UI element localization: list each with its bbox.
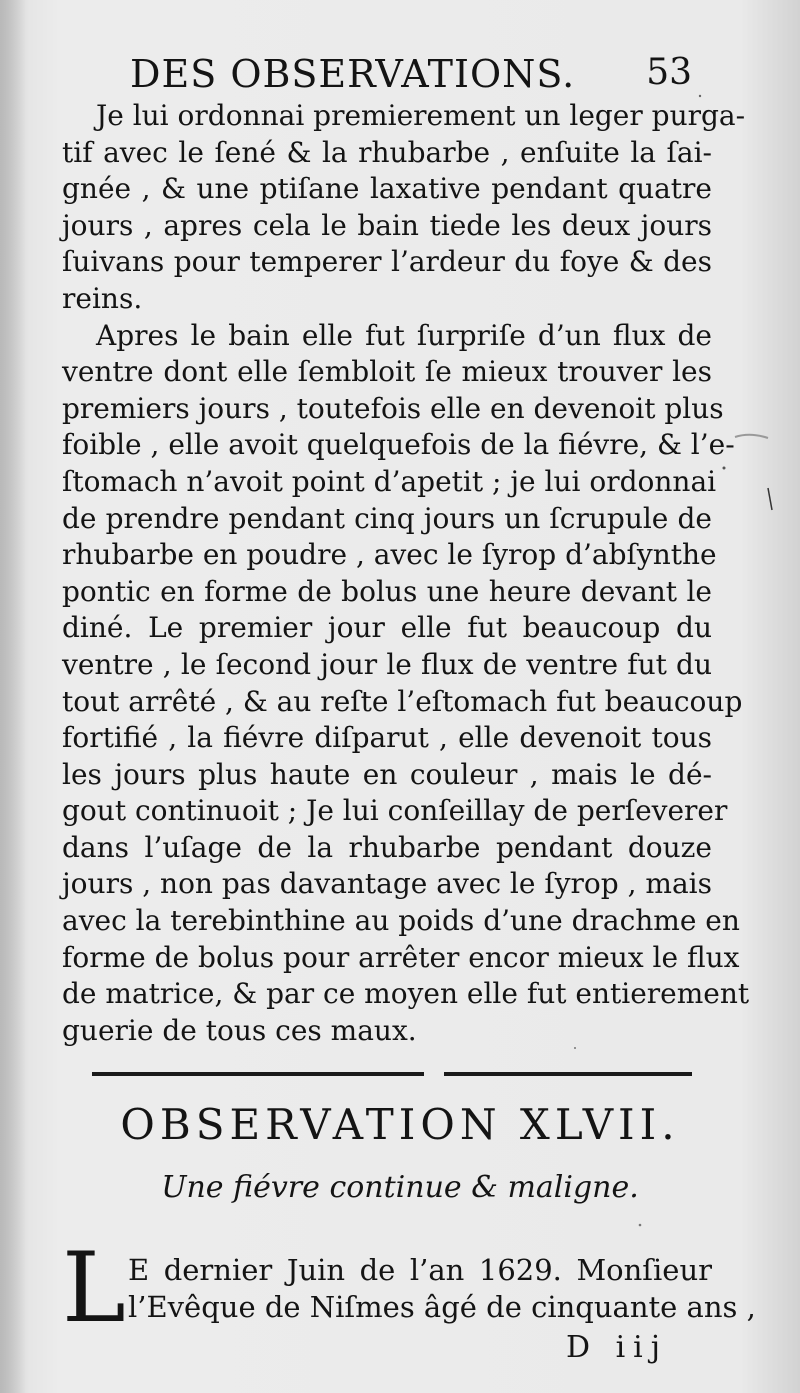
text-line: Je lui ordonnai premierement un leger purga- [96, 99, 746, 132]
observation-subtitle: Une fiévre continue & maligne. [161, 1170, 639, 1205]
text-line: de prendre pendant cinq jours un ſcrupule de [62, 501, 712, 535]
text-line: rhubarbe en poudre , avec le ſyrop d’abſynthe [62, 538, 717, 572]
signature-mark: D iij [566, 1330, 669, 1365]
text-line: ventre dont elle ſembloit ſe mieux trouver les [62, 355, 712, 389]
text-line: jours , apres cela le bain tiede les deux jours [62, 208, 712, 242]
text-line: reins. [62, 281, 143, 315]
text-line: fortifié , la fiévre diſparut , elle devenoit tous [62, 721, 712, 755]
drop-cap: L [62, 1232, 126, 1344]
text-line: les jours plus haute en couleur , mais le dé- [62, 757, 712, 791]
text-line: ſtomach n’avoit point d’apetit ; je lui ordonnai [62, 464, 717, 498]
running-title: DES OBSERVATIONS. [130, 52, 576, 96]
text-line: gnée , & une ptiſane laxative pendant quatre [62, 172, 712, 206]
text-line: tif avec le ſené & la rhubarbe , enſuite la ſai- [62, 135, 712, 169]
text-line: E dernier Juin de l’an 1629. Monſieur [128, 1253, 712, 1287]
text-line: ventre , le ſecond jour le flux de ventre fut du [62, 647, 712, 681]
text-line: de matrice, & par ce moyen elle fut entierement [62, 977, 750, 1011]
text-line: l’Evêque de Niſmes âgé de cinquante ans , [128, 1289, 756, 1324]
text-line: forme de bolus pour arrêter encor mieux le flux [62, 940, 740, 974]
observation-heading: OBSERVATION XLVII. [120, 1100, 680, 1149]
text-line: ſuivans pour temperer l’ardeur du foye & des [62, 245, 712, 279]
text-line: dans l’uſage de la rhubarbe pendant douze [62, 830, 712, 864]
text-line: gout continuoit ; Je lui conſeillay de perſeverer [62, 794, 728, 828]
page-number: 53 [646, 52, 692, 93]
text-line: guerie de tous ces maux. [62, 1013, 417, 1047]
text-line: foible , elle avoit quelquefois de la fiévre, & l’e- [62, 428, 735, 462]
text-line: Apres le bain elle fut ſurpriſe d’un flux de [96, 318, 712, 352]
text-line: tout arrêté , & au reſte l’eſtomach fut beaucoup [62, 684, 743, 718]
text-line: premiers jours , toutefois elle en devenoit plus [62, 391, 724, 425]
text-line: pontic en forme de bolus une heure devant le [62, 574, 712, 608]
text-line: diné. Le premier jour elle fut beaucoup du [62, 611, 712, 645]
text-line: avec la terebinthine au poids d’une drachme en [62, 904, 740, 938]
text-line: jours , non pas davantage avec le ſyrop , mais [62, 867, 712, 901]
